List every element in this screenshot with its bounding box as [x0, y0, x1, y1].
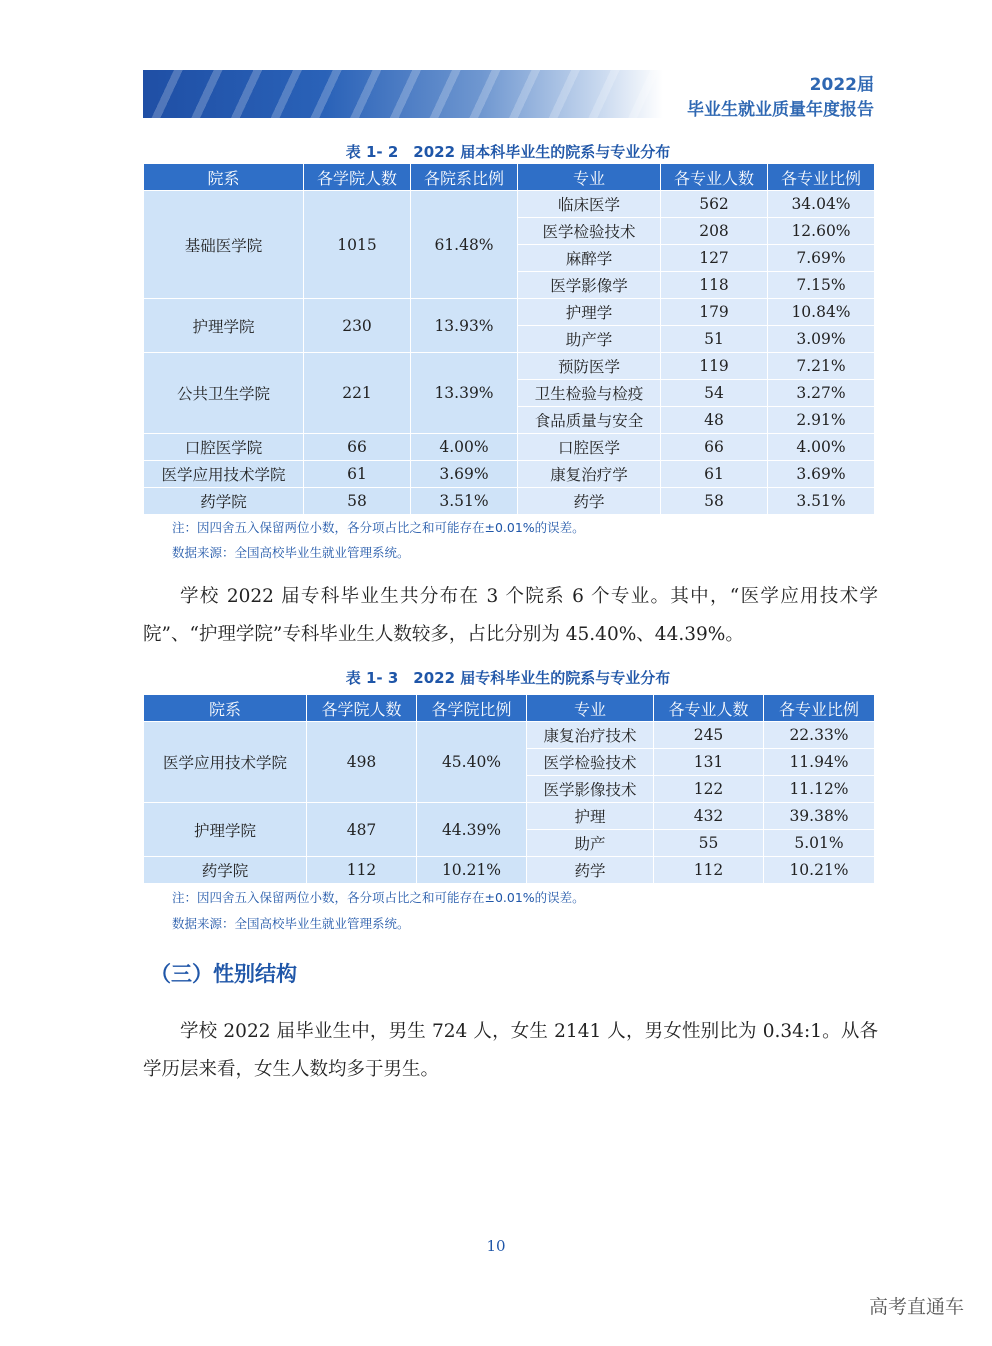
college-count-cell: 498 [307, 722, 417, 803]
paragraph-1: 学校 2022 届专科毕业生共分布在 3 个院系 6 个专业。其中，“医学应用技术学院”、“护理学院”专科毕业生人数较多，占比分别为 45.40%、44.39%。 [143, 586, 878, 645]
college-cell: 医学应用技术学院 [144, 461, 304, 488]
major-count-cell: 127 [661, 245, 768, 272]
college-ratio-cell: 44.39% [417, 803, 527, 857]
table-2-source: 数据来源：全国高校毕业生就业管理系统。 [172, 545, 410, 560]
college-ratio-cell: 61.48% [411, 191, 518, 299]
major-count-cell: 119 [661, 353, 768, 380]
page-number: 10 [486, 1237, 506, 1255]
major-ratio-cell: 7.15% [768, 272, 875, 299]
col-header: 各专业比例 [768, 164, 875, 191]
table-row [144, 353, 875, 380]
college-cell: 口腔医学院 [144, 434, 304, 461]
college-count-cell: 112 [307, 857, 417, 884]
major-cell: 医学检验技术 [527, 749, 654, 776]
table-3 [143, 694, 875, 884]
major-ratio-cell: 3.27% [768, 380, 875, 407]
major-cell: 医学影像学 [518, 272, 661, 299]
major-count-cell: 61 [661, 461, 768, 488]
col-header: 院系 [144, 164, 304, 191]
major-ratio-cell: 10.84% [768, 299, 875, 326]
col-header: 各学院人数 [307, 695, 417, 722]
major-cell: 药学 [518, 488, 661, 515]
major-count-cell: 131 [654, 749, 764, 776]
major-ratio-cell: 10.21% [764, 857, 875, 884]
college-cell: 药学院 [144, 488, 304, 515]
table-row [144, 488, 875, 515]
college-count-cell: 61 [304, 461, 411, 488]
college-ratio-cell: 3.51% [411, 488, 518, 515]
major-count-cell: 51 [661, 326, 768, 353]
major-count-cell: 122 [654, 776, 764, 803]
col-header: 各学院比例 [417, 695, 527, 722]
college-count-cell: 487 [307, 803, 417, 857]
col-header: 院系 [144, 695, 307, 722]
major-count-cell: 562 [661, 191, 768, 218]
table-2 [143, 163, 875, 515]
major-count-cell: 48 [661, 407, 768, 434]
college-cell: 基础医学院 [144, 191, 304, 299]
col-header: 各院系比例 [411, 164, 518, 191]
college-cell: 护理学院 [144, 299, 304, 353]
college-ratio-cell: 45.40% [417, 722, 527, 803]
college-cell: 护理学院 [144, 803, 307, 857]
major-count-cell: 112 [654, 857, 764, 884]
watermark: 高考直通车 [868, 1296, 964, 1318]
college-ratio-cell: 4.00% [411, 434, 518, 461]
major-count-cell: 54 [661, 380, 768, 407]
college-count-cell: 58 [304, 488, 411, 515]
college-ratio-cell: 10.21% [417, 857, 527, 884]
major-ratio-cell: 39.38% [764, 803, 875, 830]
major-cell: 药学 [527, 857, 654, 884]
col-header: 专业 [527, 695, 654, 722]
table-row [144, 191, 875, 218]
major-ratio-cell: 11.12% [764, 776, 875, 803]
major-count-cell: 179 [661, 299, 768, 326]
major-cell: 口腔医学 [518, 434, 661, 461]
col-header: 各专业人数 [661, 164, 768, 191]
major-ratio-cell: 5.01% [764, 830, 875, 857]
college-cell: 医学应用技术学院 [144, 722, 307, 803]
table-3-source: 数据来源：全国高校毕业生就业管理系统。 [172, 916, 410, 931]
major-ratio-cell: 7.21% [768, 353, 875, 380]
major-cell: 临床医学 [518, 191, 661, 218]
table-2-note: 注：因四舍五入保留两位小数，各分项占比之和可能存在±0.01%的误差。 [172, 520, 585, 535]
table-row [144, 299, 875, 326]
table-header-row [144, 695, 875, 722]
major-count-cell: 55 [654, 830, 764, 857]
major-cell: 麻醉学 [518, 245, 661, 272]
major-cell: 食品质量与安全 [518, 407, 661, 434]
major-count-cell: 58 [661, 488, 768, 515]
major-count-cell: 118 [661, 272, 768, 299]
col-header: 各学院人数 [304, 164, 411, 191]
major-count-cell: 66 [661, 434, 768, 461]
major-ratio-cell: 34.04% [768, 191, 875, 218]
major-ratio-cell: 3.51% [768, 488, 875, 515]
major-cell: 医学检验技术 [518, 218, 661, 245]
major-ratio-cell: 2.91% [768, 407, 875, 434]
col-header: 各专业比例 [764, 695, 875, 722]
table-row [144, 803, 875, 830]
major-ratio-cell: 12.60% [768, 218, 875, 245]
major-cell: 护理学 [518, 299, 661, 326]
table-row [144, 434, 875, 461]
major-ratio-cell: 11.94% [764, 749, 875, 776]
major-count-cell: 245 [654, 722, 764, 749]
section-title: （三）性别结构 [150, 962, 297, 986]
major-cell: 卫生检验与检疫 [518, 380, 661, 407]
major-ratio-cell: 3.69% [768, 461, 875, 488]
college-count-cell: 230 [304, 299, 411, 353]
college-ratio-cell: 3.69% [411, 461, 518, 488]
paragraph-2: 学校 2022 届毕业生中，男生 724 人，女生 2141 人，男女性别比为 0.34:1。从各学历层来看，女生人数均多于男生。 [143, 1021, 878, 1080]
header-year: 2022届 [809, 75, 874, 95]
major-cell: 医学影像技术 [527, 776, 654, 803]
college-count-cell: 66 [304, 434, 411, 461]
table-2-caption: 表 1- 2 2022 届本科毕业生的院系与专业分布 [345, 143, 671, 161]
major-ratio-cell: 22.33% [764, 722, 875, 749]
major-cell: 康复治疗技术 [527, 722, 654, 749]
college-ratio-cell: 13.39% [411, 353, 518, 434]
header-banner-stripes [143, 70, 663, 118]
college-cell: 公共卫生学院 [144, 353, 304, 434]
college-cell: 药学院 [144, 857, 307, 884]
table-3-caption: 表 1- 3 2022 届专科毕业生的院系与专业分布 [345, 669, 671, 687]
major-cell: 助产学 [518, 326, 661, 353]
major-cell: 护理 [527, 803, 654, 830]
col-header: 专业 [518, 164, 661, 191]
major-cell: 助产 [527, 830, 654, 857]
major-count-cell: 208 [661, 218, 768, 245]
major-ratio-cell: 4.00% [768, 434, 875, 461]
major-cell: 预防医学 [518, 353, 661, 380]
major-ratio-cell: 3.09% [768, 326, 875, 353]
college-count-cell: 221 [304, 353, 411, 434]
table-row [144, 461, 875, 488]
college-count-cell: 1015 [304, 191, 411, 299]
major-cell: 康复治疗学 [518, 461, 661, 488]
table-row [144, 722, 875, 749]
college-ratio-cell: 13.93% [411, 299, 518, 353]
table-row [144, 857, 875, 884]
table-header-row [144, 164, 875, 191]
col-header: 各专业人数 [654, 695, 764, 722]
table-3-note: 注：因四舍五入保留两位小数，各分项占比之和可能存在±0.01%的误差。 [172, 890, 585, 905]
major-count-cell: 432 [654, 803, 764, 830]
header-title: 毕业生就业质量年度报告 [687, 100, 874, 120]
major-ratio-cell: 7.69% [768, 245, 875, 272]
